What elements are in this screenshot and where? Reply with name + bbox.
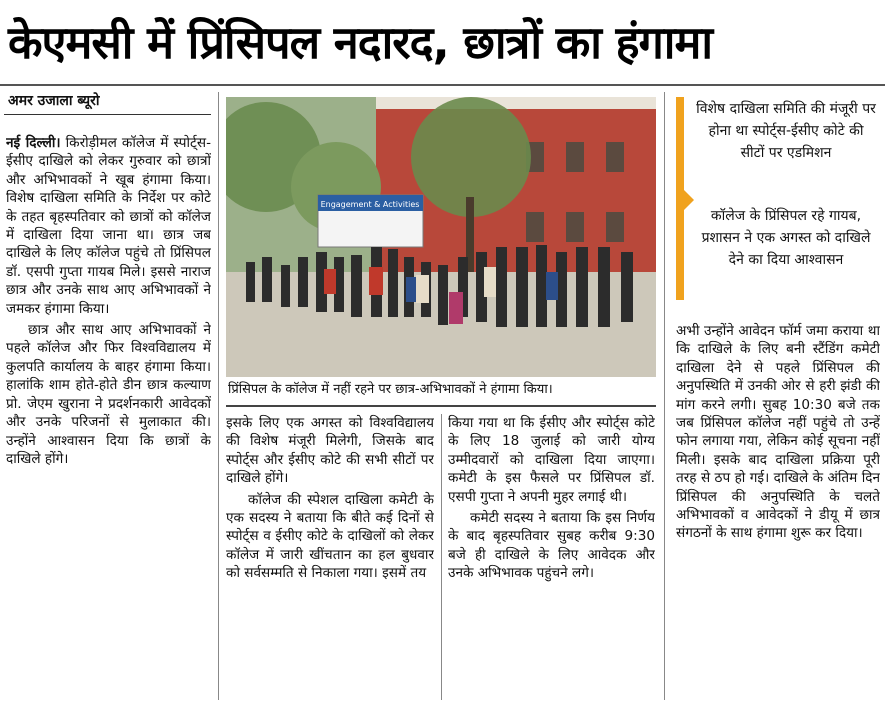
article-column-3 (448, 414, 655, 700)
article-paragraph: कमेटी सदस्य ने बताया कि इस निर्णय के बाद बृहस्पतिवार सुबह करीब 9:30 बजे ही दाखिले के लिए आवेदक और उनके अभिभावक पहुंचने लगे। (448, 510, 655, 582)
article-paragraph: छात्र और साथ आए अभिभावकों ने पहले कॉलेज और फिर विश्वविद्यालय में कुलपति कार्यालय के बाहर हंगामा किया। हालांकि शाम होते-होते डीन छात्र कल्याण प्रो. जेएम खुराना ने प्रदर्शनकारी आवेदकों और उनके परिजनों से मुलाकात की। उन्होंने आश्वासन दिया कि छात्रों के दाखिले होंगे। (6, 322, 211, 467)
highlight-arrow-icon (684, 190, 694, 210)
caption-rule (226, 405, 656, 407)
paragraph-text: किरोड़ीमल कॉलेज में स्पोर्ट्स-ईसीए दाखिले को लेकर गुरुवार को छात्रों और अभिभावकों ने खूब हंगामा किया। विशेष दाखिला समिति के निर्देश पर कोटे के तहत बृहस्पतिवार को छात्रों को कॉलेज में दाखिला दिया जाना था। छात्र जब दाखिले के लिए कॉलेज पहुंचे तो प्रिंसिपल डॉ. एसपी गुप्ता गायब मिले। इससे नाराज छात्र और उनके साथ आए अभिभावकों ने जमकर हंगामा किया। (6, 135, 211, 317)
headline: केएमसी में प्रिंसिपल नदारद, छात्रों का हंगामा (8, 16, 713, 69)
highlight-point: विशेष दाखिला समिति की मंजूरी पर होना था स्पोर्ट्स-ईसीए कोटे की सीटों पर एडमिशन (696, 101, 876, 161)
highlight-point: कॉलेज के प्रिंसिपल रहे गायब, प्रशासन ने एक अगस्त को दाखिले देने का दिया आश्वासन (701, 208, 871, 268)
article-paragraph (6, 134, 211, 318)
article-paragraph: अभी उन्होंने आवेदन फॉर्म जमा कराया था कि दाखिले के लिए बनी स्टैंडिंग कमेटी दाखिला देने से पहले प्रिंसिपल की अनुपस्थिति में उनकी ओर से हरी झंडी की मांग करने लगी। सुबह 10:30 बजे तक जब प्रिंसिपल कॉलेज नहीं पहुंचे तो उन्हें फोन लगाया गया, लेकिन कोई सूचना नहीं मिली। इसके बाद दाखिला प्रक्रिया पूरी तरह से ठप हो गई। दाखिले के अंतिम दिन प्रिंसिपल की अनुपस्थिति के चलते अभिभावकों व आवेदकों ने डीयू में छात्र संगठनों के साथ हंगामा शुरू कर दिया। (676, 323, 880, 542)
article-paragraph: किया गया था कि ईसीए और स्पोर्ट्स कोटे के लिए 18 जुलाई को जारी योग्य उम्मीदवारों को दाखिला दिया जाएगा। कमेटी के इस फैसले पर प्रिंसिपल डॉ. एसपी गुप्ता ने अपनी मुहर लगाई थी। (448, 415, 655, 505)
highlight-bar (676, 97, 684, 300)
article-column-4 (676, 322, 880, 700)
photo-banner-text: Engagement & Activities (320, 200, 420, 209)
photo-caption: प्रिंसिपल के कॉलेज में नहीं रहने पर छात्र-अभिभावकों ने हंगामा किया। (228, 382, 553, 397)
crowd-photo-illustration (226, 97, 656, 377)
article-column-1 (6, 134, 211, 700)
headline-rule (0, 84, 885, 86)
article-paragraph: कॉलेज की स्पेशल दाखिला कमेटी के एक सदस्य ने बताया कि बीते कई दिनों से स्पोर्ट्स व ईसीए कोटे के दाखिलों को लेकर कॉलेज में जारी खींचतान का हल बुधवार को सर्वसम्मति से निकाला गया। इसमें तय (226, 491, 434, 582)
byline-rule (4, 114, 211, 115)
article-paragraph: इसके लिए एक अगस्त को विश्वविद्यालय की विशेष मंजूरी मिलेगी, जिसके बाद स्पोर्ट्स और ईसीए कोटे की सभी सीटों पर दाखिले होंगे। (226, 415, 434, 487)
byline: अमर उजाला ब्यूरो (8, 93, 100, 109)
column-divider (218, 92, 219, 700)
dateline: नई दिल्ली। (6, 135, 61, 151)
article-column-2 (226, 414, 434, 700)
column-divider (441, 414, 442, 700)
news-photo (226, 97, 656, 377)
column-divider (664, 92, 665, 700)
